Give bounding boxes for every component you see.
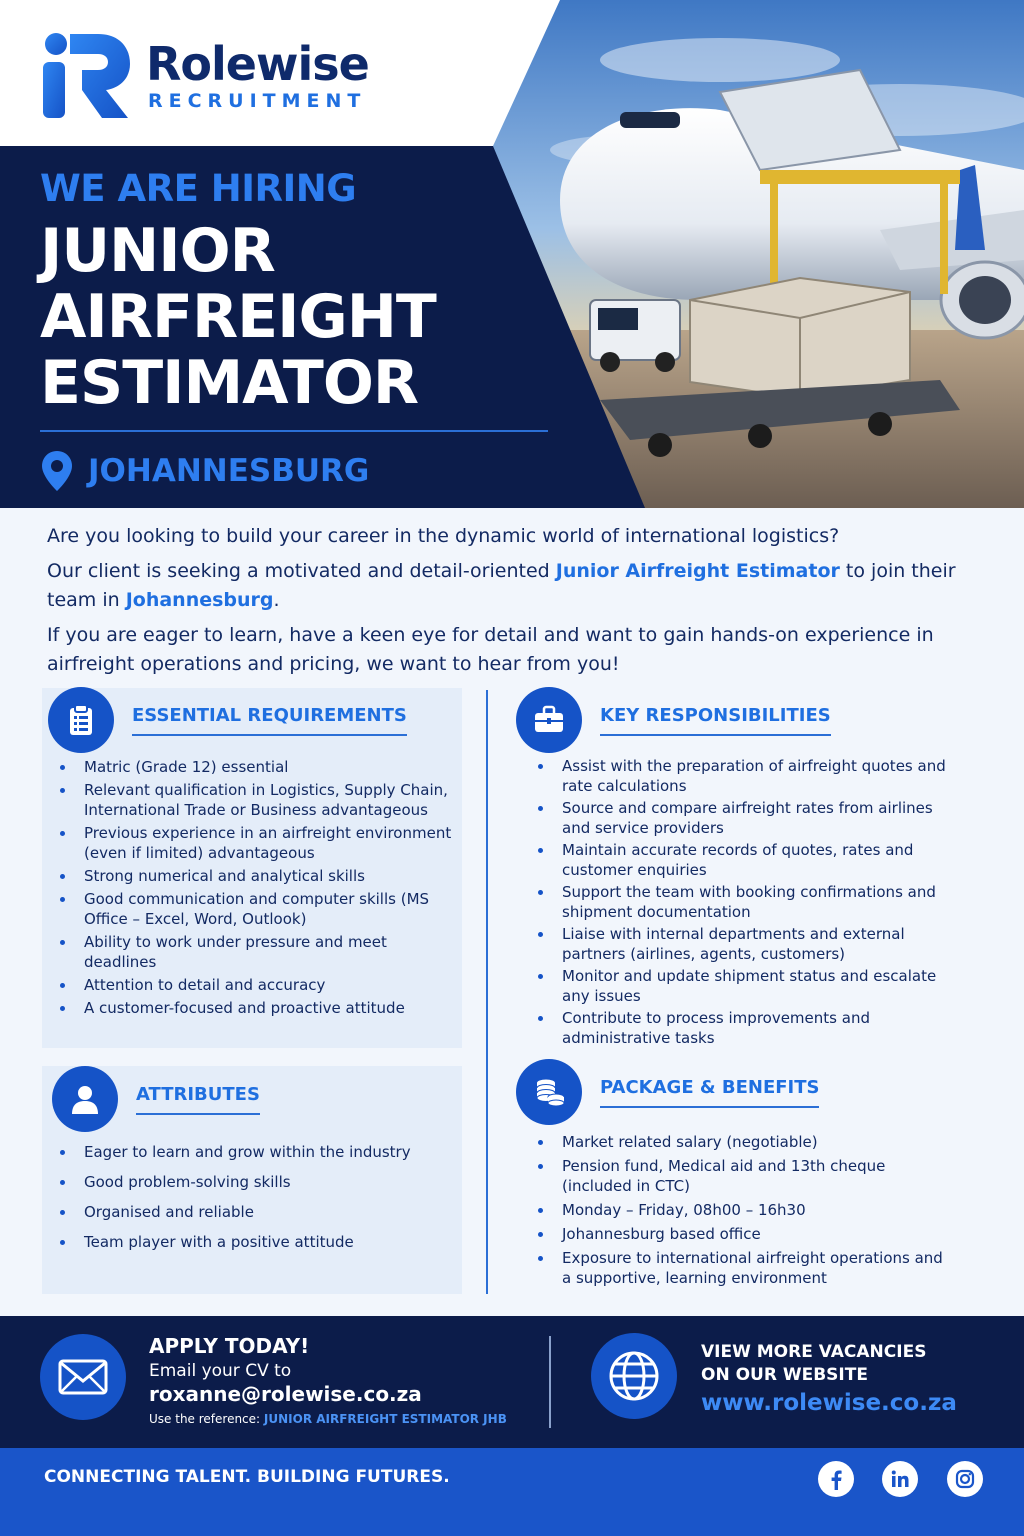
benefits-list [534,1132,954,1292]
responsibilities-list [534,756,954,1050]
website-link[interactable]: www.rolewise.co.za [701,1390,957,1416]
intro-paragraph [47,557,977,615]
reference-value: JUNIOR AIRFREIGHT ESTIMATOR JHB [263,1412,507,1426]
requirements-header [48,687,407,753]
linkedin-icon[interactable] [882,1461,918,1497]
city-highlight: Johannesburg [125,589,274,611]
requirements-title: ESSENTIAL REQUIREMENTS [132,705,407,736]
globe-icon [591,1333,677,1419]
apply-divider [549,1336,551,1428]
location-label: JOHANNESBURG [88,453,370,489]
list-item: Team player with a positive attitude [56,1232,456,1252]
rolewise-logo-icon [40,30,132,122]
list-item: Eager to learn and grow within the industry [56,1142,456,1162]
intro-paragraph: If you are eager to learn, have a keen eye for detail and want to gain hands-on experience in airfreight operations and pricing, we want to hear from you! [47,624,934,675]
apply-instruction: Email your CV to [149,1361,292,1381]
attributes-title: ATTRIBUTES [136,1084,260,1115]
list-item: Source and compare airfreight rates from airlines and service providers [534,798,954,838]
responsibilities-header [516,687,831,753]
hiring-label: WE ARE HIRING [40,167,357,210]
hero-divider [40,430,548,432]
list-item: Matric (Grade 12) essential [56,757,456,777]
list-item: Maintain accurate records of quotes, rates and customer enquiries [534,840,954,880]
job-title-line: ESTIMATOR [40,348,419,418]
reference-label: Use the reference: [149,1412,264,1426]
intro-text-part: Our client is seeking a motivated and detail-oriented [47,560,556,582]
job-title-line: JUNIOR [40,216,275,286]
column-divider [486,690,488,1294]
role-highlight: Junior Airfreight Estimator [555,560,840,582]
facebook-icon[interactable] [818,1461,854,1497]
list-item: Exposure to international airfreight operations and a supportive, learning environment [534,1248,954,1288]
list-item: Good problem-solving skills [56,1172,456,1192]
website-title-line: ON OUR WEBSITE [701,1365,868,1385]
list-item: Relevant qualification in Logistics, Supply Chain, International Trade or Business advantageous [56,780,456,820]
list-item: Contribute to process improvements and administrative tasks [534,1008,954,1048]
list-item: Pension fund, Medical aid and 13th cheque (included in CTC) [534,1156,954,1196]
list-item: Attention to detail and accuracy [56,975,456,995]
list-item: Support the team with booking confirmations and shipment documentation [534,882,954,922]
list-item: Strong numerical and analytical skills [56,866,456,886]
attributes-list [56,1142,456,1262]
job-title [40,218,560,416]
list-item: Assist with the preparation of airfreight quotes and rate calculations [534,756,954,796]
map-pin-icon [40,450,74,492]
website-title [701,1341,961,1387]
brand-subtitle: RECRUITMENT [148,90,367,112]
job-title-line: AIRFREIGHT [40,282,436,352]
responsibilities-title: KEY RESPONSIBILITIES [600,705,831,736]
job-location [40,450,369,492]
website-title-line: VIEW MORE VACANCIES [701,1342,927,1362]
list-item: A customer-focused and proactive attitude [56,998,456,1018]
list-item: Ability to work under pressure and meet deadlines [56,932,456,972]
list-item: Previous experience in an airfreight environment (even if limited) advantageous [56,823,456,863]
list-item: Monitor and update shipment status and escalate any issues [534,966,954,1006]
apply-title: APPLY TODAY! [149,1334,310,1358]
footer [0,1448,1024,1536]
apply-section [0,1316,1024,1448]
instagram-icon[interactable] [947,1461,983,1497]
requirements-list [56,757,456,1021]
benefits-header [516,1059,819,1125]
list-item: Liaise with internal departments and external partners (airlines, agents, customers) [534,924,954,964]
user-icon [52,1066,118,1132]
hero-banner [0,0,1024,508]
intro-text-part: . [273,589,280,611]
brand-logo [40,30,369,122]
list-item: Market related salary (negotiable) [534,1132,954,1152]
list-item: Johannesburg based office [534,1224,954,1244]
hero-heading [40,166,560,416]
envelope-icon [40,1334,126,1420]
intro-paragraph: Are you looking to build your career in the dynamic world of international logistics? [47,525,840,547]
coins-icon [516,1059,582,1125]
list-item: Monday – Friday, 08h00 – 16h30 [534,1200,954,1220]
apply-reference [149,1412,507,1426]
apply-email-link[interactable]: roxanne@rolewise.co.za [149,1382,422,1406]
list-item: Good communication and computer skills (MS Office – Excel, Word, Outlook) [56,889,456,929]
clipboard-icon [48,687,114,753]
list-item: Organised and reliable [56,1202,456,1222]
briefcase-icon [516,687,582,753]
footer-tagline: CONNECTING TALENT. BUILDING FUTURES. [44,1467,450,1487]
brand-name: Rolewise [146,37,369,91]
benefits-title: PACKAGE & BENEFITS [600,1077,819,1108]
intro-text-part: to join their team in [47,560,956,611]
intro-text [47,522,977,685]
attributes-header [52,1066,260,1132]
